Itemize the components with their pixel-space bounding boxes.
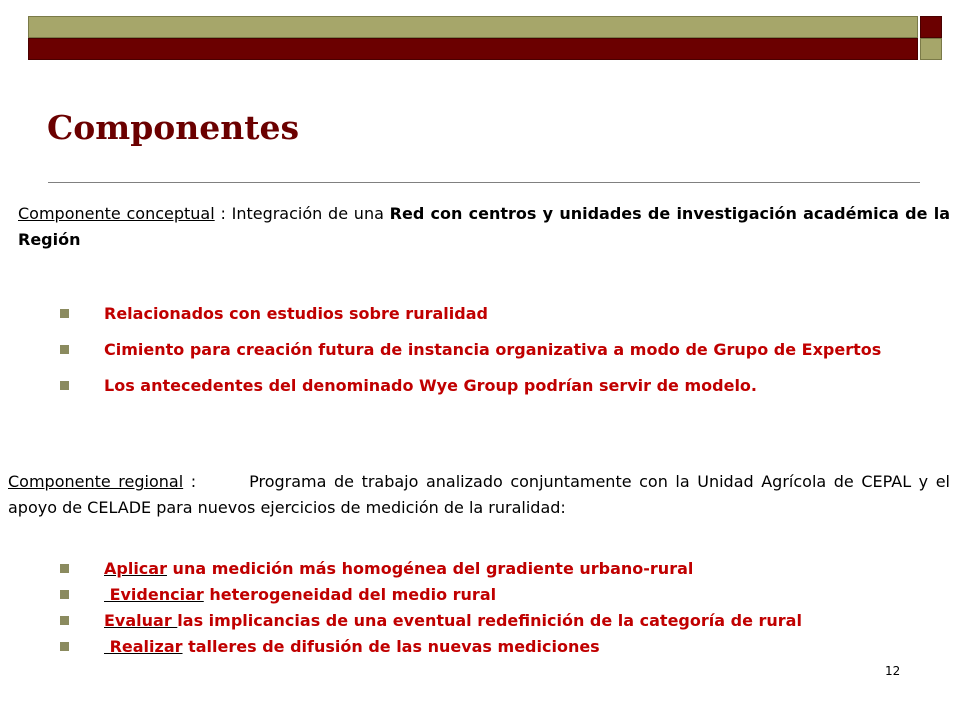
list-item (104, 337, 950, 363)
action-verb: Realizar (104, 637, 183, 656)
square-bullet-icon (60, 381, 69, 390)
list-item-text: una medición más homogénea del gradiente urbano-rural (166, 559, 694, 578)
list-item-text: Cimiento para creación futura de instancia organizativa a modo de Grupo de Expertos (104, 340, 882, 359)
action-verb: Evidenciar (104, 585, 204, 604)
list-item-text: Los antecedentes del denominado Wye Group podrían servir de modelo. (104, 376, 757, 395)
square-bullet-icon (60, 642, 69, 651)
list-item (104, 608, 950, 634)
list-item-text: talleres de difusión de las nuevas mediciones (182, 637, 600, 656)
list-item-text: Relacionados con estudios sobre ruralidad (104, 304, 488, 323)
list-item (104, 634, 950, 660)
list-item-text: las implicancias de una eventual redefinición de la categoría de rural (177, 611, 802, 630)
conceptual-separator: : Integración de una (214, 204, 390, 223)
header-bar-dark (28, 38, 918, 60)
slide-title: Componentes (47, 108, 300, 147)
regional-text: Programa de trabajo analizado conjuntamente con la Unidad Agrícola de CEPAL y el apoyo de CELADE para nuevos ejercicios de medición de la ruralidad: (8, 472, 950, 517)
title-divider (48, 182, 920, 183)
action-verb: Evaluar (104, 611, 178, 630)
list-item-text: heterogeneidad del medio rural (203, 585, 497, 604)
square-bullet-icon (60, 309, 69, 318)
action-verb: Aplicar (104, 559, 167, 578)
regional-bullet-list (104, 556, 950, 660)
header-square-dark (920, 16, 942, 38)
list-item (104, 373, 950, 399)
page-number: 12 (885, 664, 901, 678)
list-item (104, 556, 950, 582)
list-item (104, 582, 950, 608)
list-item (104, 301, 950, 327)
regional-label: Componente regional (8, 472, 184, 491)
square-bullet-icon (60, 564, 69, 573)
regional-separator: : (183, 472, 250, 491)
header-bar-olive (28, 16, 918, 38)
header-square-olive (920, 38, 942, 60)
conceptual-bold-text: Red con centros y unidades de investigación académica de la Región (18, 204, 950, 249)
square-bullet-icon (60, 590, 69, 599)
regional-paragraph (8, 469, 950, 521)
conceptual-label: Componente conceptual (18, 204, 215, 223)
conceptual-bullet-list (104, 301, 950, 409)
square-bullet-icon (60, 345, 69, 354)
conceptual-paragraph (18, 201, 950, 253)
square-bullet-icon (60, 616, 69, 625)
